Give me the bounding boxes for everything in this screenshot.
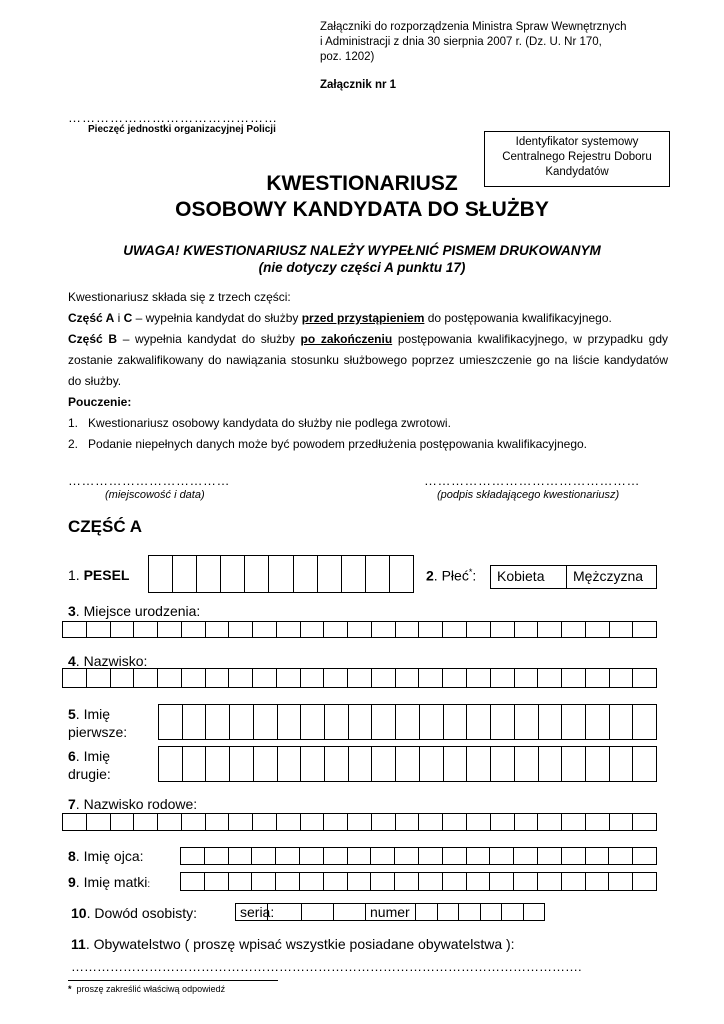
id-series-label: seria: xyxy=(236,904,268,920)
character-cell[interactable] xyxy=(420,747,444,781)
character-cell[interactable] xyxy=(182,669,206,687)
character-cell[interactable] xyxy=(467,622,491,637)
character-cell[interactable] xyxy=(491,705,515,739)
character-cell[interactable] xyxy=(277,622,301,637)
character-cell[interactable] xyxy=(443,814,467,830)
id-number-cell[interactable] xyxy=(459,904,481,920)
character-cell[interactable] xyxy=(269,556,293,592)
character-cell[interactable] xyxy=(420,705,444,739)
character-cell[interactable] xyxy=(491,622,515,637)
character-cell[interactable] xyxy=(538,622,562,637)
character-cell[interactable] xyxy=(609,848,633,864)
character-cell[interactable] xyxy=(229,848,253,864)
character-cell[interactable] xyxy=(633,747,657,781)
citizenship-label: 11. Obywatelstwo ( proszę wpisać wszystkie posiadane obywatelstwa ): xyxy=(71,936,515,952)
character-cell[interactable] xyxy=(253,669,277,687)
character-cell[interactable] xyxy=(490,873,514,890)
character-cell[interactable] xyxy=(515,814,539,830)
character-cell[interactable] xyxy=(277,669,301,687)
character-cell[interactable] xyxy=(586,669,610,687)
first-name-label: 5. Imię pierwsze: xyxy=(68,706,128,740)
gender-option-female[interactable]: Kobieta xyxy=(491,566,567,588)
character-cell[interactable] xyxy=(538,669,562,687)
character-cell[interactable] xyxy=(419,622,443,637)
part-b-description: Część B – wypełnia kandydat do służby po zakończeniu postępowania kwalifikacyjnego, w przypadku gdy zostanie zakwalifikowany do nawiązania stosunku służbowego poprzez umieszczenie go na liście kandydatów do służby. xyxy=(68,332,669,388)
character-cell[interactable] xyxy=(342,556,366,592)
gender-label: 2. Płeć*: xyxy=(426,567,477,584)
character-cell[interactable] xyxy=(396,669,420,687)
id-series-cell[interactable] xyxy=(268,904,302,920)
character-cell[interactable] xyxy=(444,747,468,781)
character-cell[interactable] xyxy=(419,814,443,830)
character-cell[interactable] xyxy=(301,622,325,637)
character-cell[interactable] xyxy=(229,622,253,637)
character-cell[interactable] xyxy=(633,848,657,864)
mother-name-label: 9. Imię matki: xyxy=(68,874,151,890)
id-box-line: Identyfikator systemowy xyxy=(515,136,639,148)
character-cell[interactable] xyxy=(467,669,491,687)
character-cell[interactable] xyxy=(197,556,221,592)
character-cell[interactable] xyxy=(562,747,586,781)
character-cell[interactable] xyxy=(390,556,414,592)
character-cell[interactable] xyxy=(562,622,586,637)
character-cell[interactable] xyxy=(443,669,467,687)
birthplace-input-grid[interactable] xyxy=(62,621,657,638)
pesel-input-grid[interactable] xyxy=(148,555,414,593)
character-cell[interactable] xyxy=(324,814,348,830)
character-cell[interactable] xyxy=(515,669,539,687)
character-cell[interactable] xyxy=(254,705,278,739)
character-cell[interactable] xyxy=(562,873,586,890)
character-cell[interactable] xyxy=(134,622,158,637)
character-cell[interactable] xyxy=(158,669,182,687)
character-cell[interactable] xyxy=(300,873,324,890)
second-name-input-grid[interactable] xyxy=(158,746,657,782)
character-cell[interactable] xyxy=(294,556,318,592)
character-cell[interactable] xyxy=(633,622,657,637)
character-cell[interactable] xyxy=(278,747,302,781)
character-cell[interactable] xyxy=(230,705,254,739)
character-cell[interactable] xyxy=(539,747,563,781)
place-date-field[interactable]: ……………………………… xyxy=(68,473,230,488)
id-number-grid[interactable] xyxy=(416,904,544,920)
character-cell[interactable] xyxy=(159,747,183,781)
character-cell[interactable] xyxy=(348,873,372,890)
character-cell[interactable] xyxy=(349,747,373,781)
character-cell[interactable] xyxy=(182,814,206,830)
character-cell[interactable] xyxy=(610,669,634,687)
character-cell[interactable] xyxy=(206,814,230,830)
character-cell[interactable] xyxy=(325,747,349,781)
character-cell[interactable] xyxy=(419,873,443,890)
character-cell[interactable] xyxy=(245,556,269,592)
character-cell[interactable] xyxy=(419,669,443,687)
character-cell[interactable] xyxy=(609,873,633,890)
character-cell[interactable] xyxy=(491,747,515,781)
character-cell[interactable] xyxy=(395,873,419,890)
character-cell[interactable] xyxy=(230,747,254,781)
place-date-caption: (miejscowość i data) xyxy=(105,489,205,501)
character-cell[interactable] xyxy=(562,848,586,864)
character-cell[interactable] xyxy=(301,705,325,739)
annex-label: Załącznik nr 1 xyxy=(320,79,397,91)
id-number-cell[interactable] xyxy=(524,904,545,920)
character-cell[interactable] xyxy=(610,622,634,637)
first-name-input-grid[interactable] xyxy=(158,704,657,740)
character-cell[interactable] xyxy=(610,814,634,830)
character-cell[interactable] xyxy=(173,556,197,592)
character-cell[interactable] xyxy=(395,848,419,864)
maiden-name-input-grid[interactable] xyxy=(62,813,657,831)
id-series-cell[interactable] xyxy=(302,904,334,920)
character-cell[interactable] xyxy=(111,669,135,687)
character-cell[interactable] xyxy=(372,705,396,739)
gender-selector xyxy=(490,565,657,589)
character-cell[interactable] xyxy=(158,814,182,830)
character-cell[interactable] xyxy=(158,622,182,637)
birthplace-label: 3. Miejsce urodzenia: xyxy=(68,603,201,619)
character-cell[interactable] xyxy=(633,669,657,687)
instruction-item: 1. Kwestionariusz osobowy kandydata do służby nie podlega zwrotowi. xyxy=(68,416,451,430)
regulation-note xyxy=(320,20,680,65)
character-cell[interactable] xyxy=(300,848,324,864)
character-cell[interactable] xyxy=(325,705,349,739)
character-cell[interactable] xyxy=(467,873,491,890)
id-box-line: Centralnego Rejestru Doboru xyxy=(502,151,652,163)
warning-line2: (nie dotyczy części A punktu 17) xyxy=(258,260,466,275)
signature-field[interactable]: ………………………………………… xyxy=(424,473,640,488)
character-cell[interactable] xyxy=(562,705,586,739)
character-cell[interactable] xyxy=(181,848,205,864)
character-cell[interactable] xyxy=(229,873,253,890)
character-cell[interactable] xyxy=(301,669,325,687)
maiden-name-label: 7. Nazwisko rodowe: xyxy=(68,796,198,812)
form-title-line2: OSOBOWY KANDYDATA DO SŁUŻBY xyxy=(175,198,549,221)
character-cell[interactable] xyxy=(183,705,207,739)
character-cell[interactable] xyxy=(396,705,420,739)
character-cell[interactable] xyxy=(206,622,230,637)
character-cell[interactable] xyxy=(324,622,348,637)
character-cell[interactable] xyxy=(490,848,514,864)
character-cell[interactable] xyxy=(206,705,230,739)
character-cell[interactable] xyxy=(371,873,395,890)
id-box-line: Kandydatów xyxy=(545,166,609,178)
character-cell[interactable] xyxy=(562,814,586,830)
character-cell[interactable] xyxy=(348,622,372,637)
citizenship-field[interactable]: ………………………………………………………………………………………………………. xyxy=(71,959,582,974)
surname-label: 4. Nazwisko: xyxy=(68,653,148,669)
id-number-label: numer xyxy=(366,904,416,920)
id-number-cell[interactable] xyxy=(438,904,460,920)
pesel-label: 1. PESEL xyxy=(68,567,130,583)
character-cell[interactable] xyxy=(633,705,657,739)
character-cell[interactable] xyxy=(562,669,586,687)
character-cell[interactable] xyxy=(610,747,634,781)
character-cell[interactable] xyxy=(278,705,302,739)
instruction-heading: Pouczenie: xyxy=(68,395,132,409)
character-cell[interactable] xyxy=(515,622,539,637)
character-cell[interactable] xyxy=(610,705,634,739)
second-name-label: 6. Imię drugie: xyxy=(68,748,111,782)
character-cell[interactable] xyxy=(318,556,342,592)
section-a-heading: CZĘŚĆ A xyxy=(68,517,142,536)
character-cell[interactable] xyxy=(134,814,158,830)
character-cell[interactable] xyxy=(205,848,229,864)
character-cell[interactable] xyxy=(443,873,467,890)
character-cell[interactable] xyxy=(87,669,111,687)
character-cell[interactable] xyxy=(372,814,396,830)
character-cell[interactable] xyxy=(277,814,301,830)
father-name-input-grid[interactable] xyxy=(180,847,657,865)
character-cell[interactable] xyxy=(301,814,325,830)
character-cell[interactable] xyxy=(515,705,539,739)
character-cell[interactable] xyxy=(443,848,467,864)
id-number-cell[interactable] xyxy=(416,904,438,920)
character-cell[interactable] xyxy=(253,814,277,830)
character-cell[interactable] xyxy=(276,848,300,864)
character-cell[interactable] xyxy=(63,814,87,830)
character-cell[interactable] xyxy=(396,747,420,781)
character-cell[interactable] xyxy=(301,747,325,781)
character-cell[interactable] xyxy=(586,873,610,890)
signature-caption: (podpis składającego kwestionariusz) xyxy=(437,489,620,501)
regulation-line: i Administracji z dnia 30 sierpnia 2007 r. (Dz. U. Nr 170, xyxy=(320,36,602,48)
parts-intro: Kwestionariusz składa się z trzech części: xyxy=(68,290,291,304)
character-cell[interactable] xyxy=(252,873,276,890)
character-cell[interactable] xyxy=(539,705,563,739)
character-cell[interactable] xyxy=(586,705,610,739)
character-cell[interactable] xyxy=(63,622,87,637)
warning-line1: UWAGA! KWESTIONARIUSZ NALEŻY WYPEŁNIĆ PISMEM DRUKOWANYM xyxy=(123,243,601,258)
character-cell[interactable] xyxy=(221,556,245,592)
stamp-label: Pieczęć jednostki organizacyjnej Policji xyxy=(88,124,276,135)
character-cell[interactable] xyxy=(111,814,135,830)
character-cell[interactable] xyxy=(348,669,372,687)
character-cell[interactable] xyxy=(149,556,173,592)
character-cell[interactable] xyxy=(444,705,468,739)
character-cell[interactable] xyxy=(183,747,207,781)
character-cell[interactable] xyxy=(443,622,467,637)
footnote-divider xyxy=(68,980,278,981)
character-cell[interactable] xyxy=(181,873,205,890)
character-cell[interactable] xyxy=(538,873,562,890)
character-cell[interactable] xyxy=(206,747,230,781)
id-number-cell[interactable] xyxy=(502,904,524,920)
form-title-line1: KWESTIONARIUSZ xyxy=(266,172,458,195)
character-cell[interactable] xyxy=(254,747,278,781)
character-cell[interactable] xyxy=(252,848,276,864)
character-cell[interactable] xyxy=(515,747,539,781)
gender-option-male[interactable]: Mężczyzna xyxy=(573,568,644,584)
character-cell[interactable] xyxy=(633,873,657,890)
character-cell[interactable] xyxy=(419,848,443,864)
character-cell[interactable] xyxy=(396,622,420,637)
mother-name-input-grid[interactable] xyxy=(180,872,657,891)
id-series-cell[interactable] xyxy=(334,904,366,920)
character-cell[interactable] xyxy=(514,848,538,864)
instruction-item: 2. Podanie niepełnych danych może być powodem przedłużenia postępowania kwalifikacyjnego. xyxy=(68,437,588,451)
character-cell[interactable] xyxy=(586,622,610,637)
character-cell[interactable] xyxy=(348,814,372,830)
id-document-input xyxy=(235,903,545,921)
character-cell[interactable] xyxy=(229,669,253,687)
character-cell[interactable] xyxy=(633,814,657,830)
father-name-label: 8. Imię ojca: xyxy=(68,848,144,864)
footnote: * proszę zakreślić właściwą odpowiedź xyxy=(68,984,226,994)
character-cell[interactable] xyxy=(467,705,491,739)
character-cell[interactable] xyxy=(324,873,348,890)
character-cell[interactable] xyxy=(491,814,515,830)
character-cell[interactable] xyxy=(514,873,538,890)
character-cell[interactable] xyxy=(182,622,206,637)
character-cell[interactable] xyxy=(159,705,183,739)
character-cell[interactable] xyxy=(276,873,300,890)
regulation-line: poz. 1202) xyxy=(320,51,375,63)
character-cell[interactable] xyxy=(205,873,229,890)
character-cell[interactable] xyxy=(586,747,610,781)
regulation-line: Załączniki do rozporządzenia Ministra Spraw Wewnętrznych xyxy=(320,21,627,33)
character-cell[interactable] xyxy=(206,669,230,687)
character-cell[interactable] xyxy=(134,669,158,687)
character-cell[interactable] xyxy=(467,747,491,781)
character-cell[interactable] xyxy=(372,747,396,781)
character-cell[interactable] xyxy=(87,622,111,637)
character-cell[interactable] xyxy=(366,556,390,592)
character-cell[interactable] xyxy=(586,848,610,864)
character-cell[interactable] xyxy=(467,848,491,864)
character-cell[interactable] xyxy=(372,622,396,637)
character-cell[interactable] xyxy=(253,622,277,637)
character-cell[interactable] xyxy=(87,814,111,830)
character-cell[interactable] xyxy=(324,848,348,864)
part-a-c-description: Część A i C – wypełnia kandydat do służby przed przystąpieniem do postępowania kwalifikacyjnego. xyxy=(68,311,612,325)
stamp-dots: ……………………………………… xyxy=(68,110,278,125)
character-cell[interactable] xyxy=(491,669,515,687)
character-cell[interactable] xyxy=(372,669,396,687)
character-cell[interactable] xyxy=(348,848,372,864)
character-cell[interactable] xyxy=(111,622,135,637)
character-cell[interactable] xyxy=(586,814,610,830)
character-cell[interactable] xyxy=(467,814,491,830)
id-number-cell[interactable] xyxy=(481,904,503,920)
character-cell[interactable] xyxy=(538,848,562,864)
character-cell[interactable] xyxy=(324,669,348,687)
character-cell[interactable] xyxy=(371,848,395,864)
character-cell[interactable] xyxy=(349,705,373,739)
character-cell[interactable] xyxy=(396,814,420,830)
character-cell[interactable] xyxy=(229,814,253,830)
character-cell[interactable] xyxy=(538,814,562,830)
surname-input-grid[interactable] xyxy=(62,668,657,688)
id-document-label: 10. Dowód osobisty: xyxy=(71,905,198,921)
character-cell[interactable] xyxy=(63,669,87,687)
